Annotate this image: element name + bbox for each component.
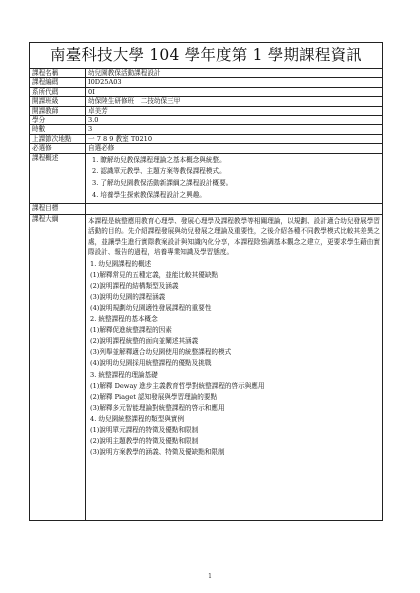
- overview-list: [88, 155, 380, 202]
- outline-intro: 本課程是統整應用教育心理學、發展心理學及課程教學等相關理論，以規劃、設計適合幼兒發展學習活動的目的。先介紹課程發展與幼兒發展之理論及重要性，之後介紹各種不同教學模式比較其差異之處，並讓學生進行實際教案設計與知識內化分享，本課程除強調基本觀念之建立，更要求學生藉由實際設計、報告的過程，培養專業知識及學習態度。: [88, 216, 380, 257]
- outline-line: (1)解釋 Deway 進步主義教育哲學對統整課程的啓示與應用: [90, 381, 265, 390]
- outline-line: 2. 統整課程的基本概念: [90, 315, 158, 324]
- label-dept-code: 系所代碼: [30, 87, 86, 96]
- value-teacher: 卓美芳: [86, 106, 383, 115]
- row-hours: [30, 125, 383, 134]
- value-overview: [86, 153, 383, 203]
- row-overview: [30, 153, 383, 203]
- outline-line: (4)說明幼兒園採用統整課程的優點及挑戰: [90, 359, 212, 368]
- label-objectives: 課程目標: [30, 203, 86, 214]
- outline-line: (1)說明單元課程的特徵及優點和限制: [90, 425, 199, 434]
- value-course-code: I0D25A03: [86, 78, 383, 87]
- label-time-place: 上課節次地點: [30, 134, 86, 143]
- page-number: 1: [208, 573, 212, 580]
- outline-line: (2)說明課程統整的面向並闡述其涵義: [90, 337, 199, 346]
- label-class: 開課班級: [30, 97, 86, 106]
- label-hours: 時數: [30, 125, 86, 134]
- label-required: 必選修: [30, 144, 86, 153]
- row-teacher: [30, 106, 383, 115]
- outline-line: 1. 幼兒園課程的概述: [90, 260, 152, 269]
- outline-line: 3. 統整課程的理論基礎: [90, 370, 158, 379]
- overview-item: 3. 了解幼兒園教保活動新課綱之課程設計概要。: [92, 179, 233, 188]
- outline-line: (2)說明課程的結構類型及涵義: [90, 282, 179, 291]
- label-teacher: 開課教師: [30, 106, 86, 115]
- outline-line: (1)解釋促進統整課程的因素: [90, 326, 172, 335]
- row-outline: [30, 214, 383, 520]
- value-credits: 3.0: [86, 116, 383, 125]
- outline-content: [88, 215, 380, 458]
- value-objectives: [86, 203, 383, 214]
- value-course-name: 幼兒園教保活動課程設計: [86, 69, 383, 78]
- value-time-place: 一 7 8 9 教室 T0210: [86, 134, 383, 143]
- label-credits: 學分: [30, 116, 86, 125]
- label-outline: 課程大綱: [30, 214, 86, 520]
- row-credits: [30, 116, 383, 125]
- course-info-table: [29, 68, 383, 521]
- row-course-name: [30, 69, 383, 78]
- value-required: 自選必修: [86, 144, 383, 153]
- label-overview: 課程概述: [30, 153, 86, 203]
- outline-line: (3)說明幼兒園的課程涵義: [90, 293, 166, 302]
- outline-line: (1)解釋常見的五種定義，並能比較其優缺點: [90, 271, 219, 280]
- label-course-name: 課程名稱: [30, 69, 86, 78]
- outline-line: (3)列舉並解釋適合幼兒園使用的統整課程的模式: [90, 348, 232, 357]
- overview-item: 2. 認識單元教學、主題方案等教保課程模式。: [92, 167, 226, 176]
- value-outline: [86, 214, 383, 520]
- outline-line: 4. 幼兒園統整課程的類型與實例: [90, 414, 185, 423]
- overview-item: 4. 培養學生探索教保課程設計之興趣。: [92, 191, 206, 200]
- value-hours: 3: [86, 125, 383, 134]
- label-course-code: 課程編碼: [30, 78, 86, 87]
- row-course-code: [30, 78, 383, 87]
- row-time-place: [30, 134, 383, 143]
- row-objectives: [30, 203, 383, 214]
- outline-line: (4)說明規劃幼兒園適性發展課程的重要性: [90, 304, 212, 313]
- document-title: 南臺科技大學 104 學年度第 1 學期課程資訊: [29, 42, 383, 68]
- value-dept-code: 0I: [86, 87, 383, 96]
- value-class: 幼保陸生研修班 二技幼保三甲: [86, 97, 383, 106]
- outline-line: (2)解釋 Piaget 認知發展與學習理論的要點: [90, 392, 218, 401]
- overview-item: 1. 瞭解幼兒教保課程理論之基本概念與統整。: [92, 155, 226, 164]
- outline-line: (3)說明方案教學的涵義、特徵及優缺點和限制: [90, 447, 225, 456]
- row-dept-code: [30, 87, 383, 96]
- outline-line: (2)說明主題教學的特徵及優點和限制: [90, 436, 199, 445]
- row-class: [30, 97, 383, 106]
- outline-line: (3)解釋多元智能理論對統整課程的啓示和應用: [90, 403, 225, 412]
- row-required: [30, 144, 383, 153]
